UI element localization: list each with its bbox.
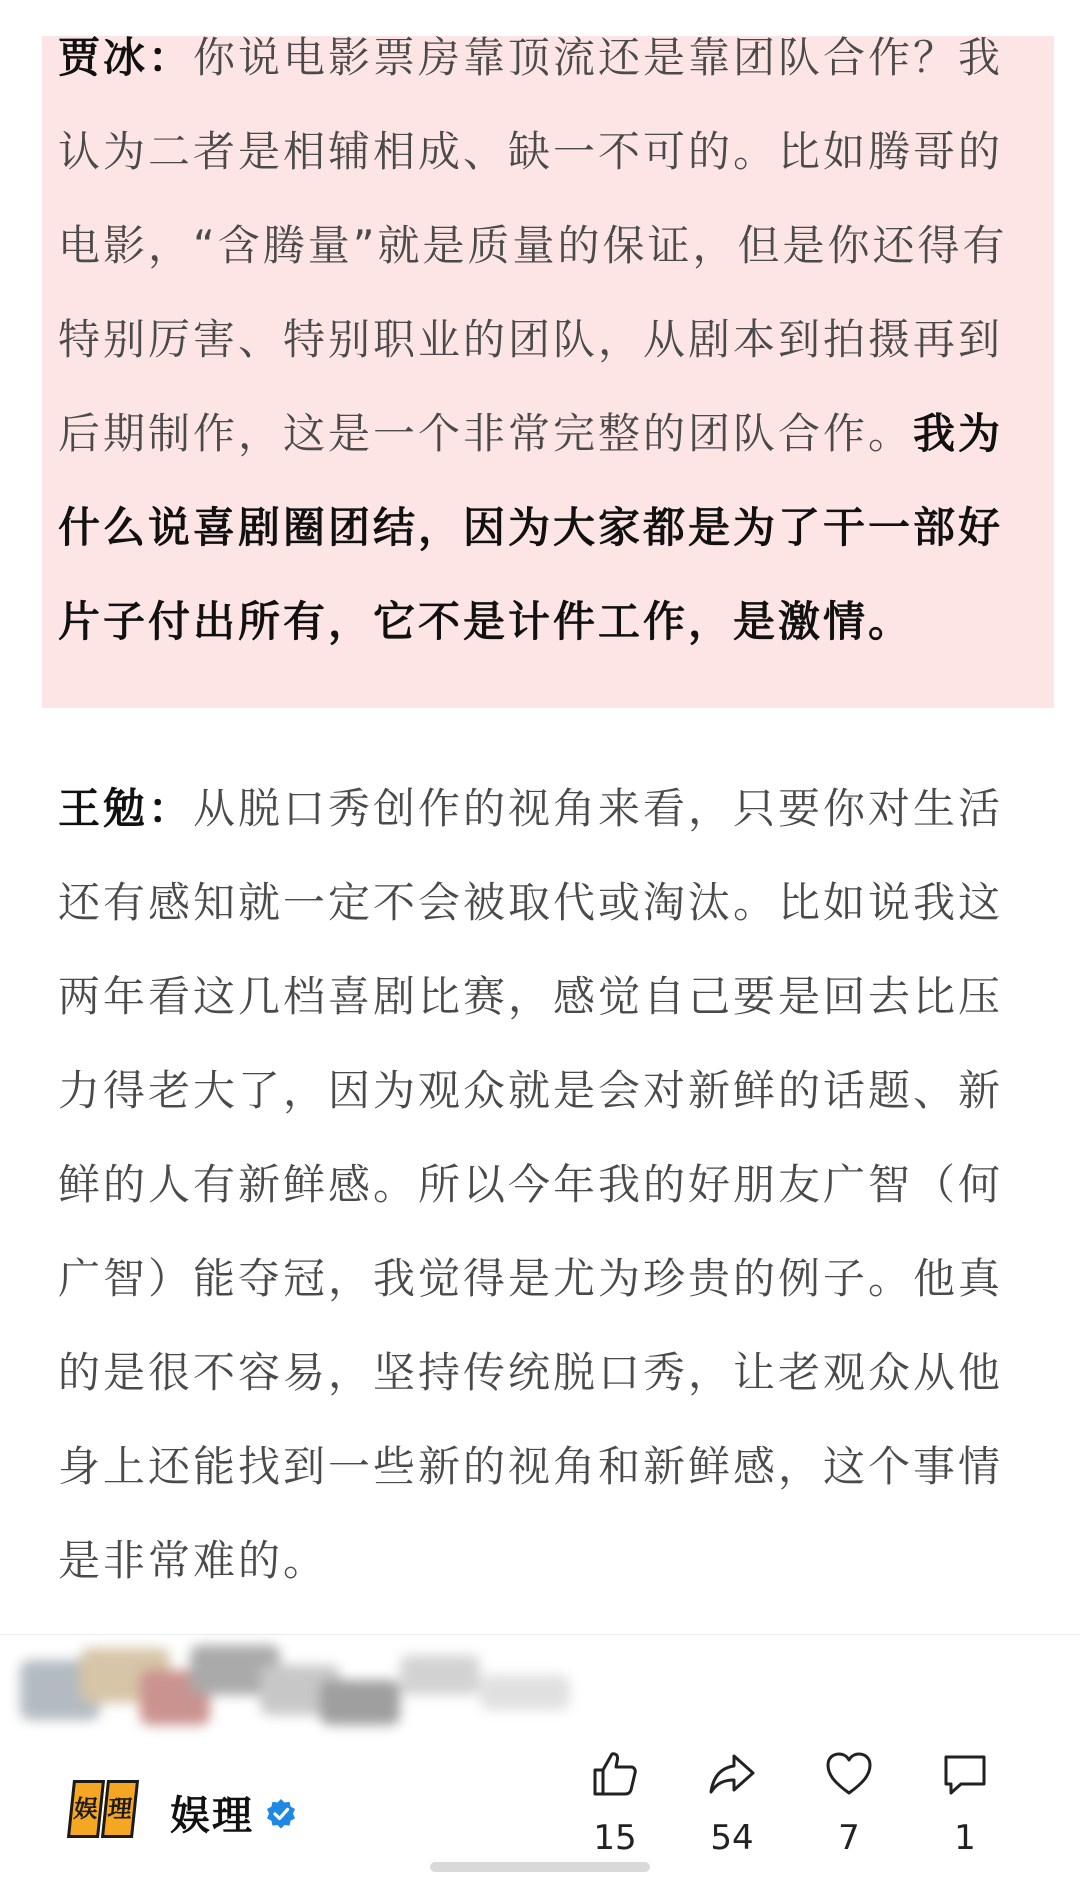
quote-paragraph-wang-mian	[58, 762, 1028, 1608]
like-count: 15	[593, 1818, 637, 1858]
avatar-logo-char: 娱	[67, 1780, 105, 1838]
comment-button[interactable]	[910, 1740, 1020, 1880]
quote-paragraph-jia-bing	[58, 11, 1028, 669]
share-count: 54	[710, 1818, 754, 1858]
blurred-content	[20, 1640, 600, 1735]
paragraph-text: 你说电影票房靠顶流还是靠团队合作？我认为二者是相辅相成、缺一不可的。比如腾哥的电影，“含腾量”就是质量的保证，但是你还得有特别厉害、特别职业的团队，从剧本到拍摄再到后期制作，这是一个非常完整的团队合作。	[58, 33, 1008, 458]
like-button[interactable]	[560, 1740, 670, 1880]
speaker-name: 王勉：	[58, 784, 194, 833]
favorite-button[interactable]	[794, 1740, 904, 1880]
speaker-name: 贾冰：	[58, 33, 194, 82]
author-name[interactable]: 娱理	[170, 1793, 254, 1839]
home-indicator	[430, 1862, 650, 1872]
avatar-logo-char: 理	[101, 1780, 139, 1838]
comment-count: 1	[954, 1818, 976, 1858]
avatar-logo	[67, 1780, 141, 1838]
share-arrow-icon	[706, 1748, 758, 1800]
author-action-bar	[0, 1740, 1080, 1880]
verified-badge-icon	[265, 1798, 297, 1830]
favorite-count: 7	[838, 1818, 860, 1858]
author-avatar[interactable]	[64, 1770, 144, 1850]
divider	[0, 1634, 1080, 1635]
paragraph-emphasis: 我为什么说喜剧圈团结，因为大家都是为了干一部好片子付出所有，它不是计件工作，是激情。	[58, 409, 1004, 646]
share-button[interactable]	[677, 1740, 787, 1880]
paragraph-text: 从脱口秀创作的视角来看，只要你对生活还有感知就一定不会被取代或淘汰。比如说我这两年看这几档喜剧比赛，感觉自己要是回去比压力得老大了，因为观众就是会对新鲜的话题、新鲜的人有新鲜感。所以今年我的好朋友广智（何广智）能夺冠，我觉得是尤为珍贵的例子。他真的是很不容易，坚持传统脱口秀，让老观众从他身上还能找到一些新的视角和新鲜感，这个事情是非常难的。	[58, 784, 1004, 1585]
thumbs-up-icon	[589, 1748, 641, 1800]
heart-icon	[823, 1748, 875, 1800]
comment-bubble-icon	[939, 1748, 991, 1800]
